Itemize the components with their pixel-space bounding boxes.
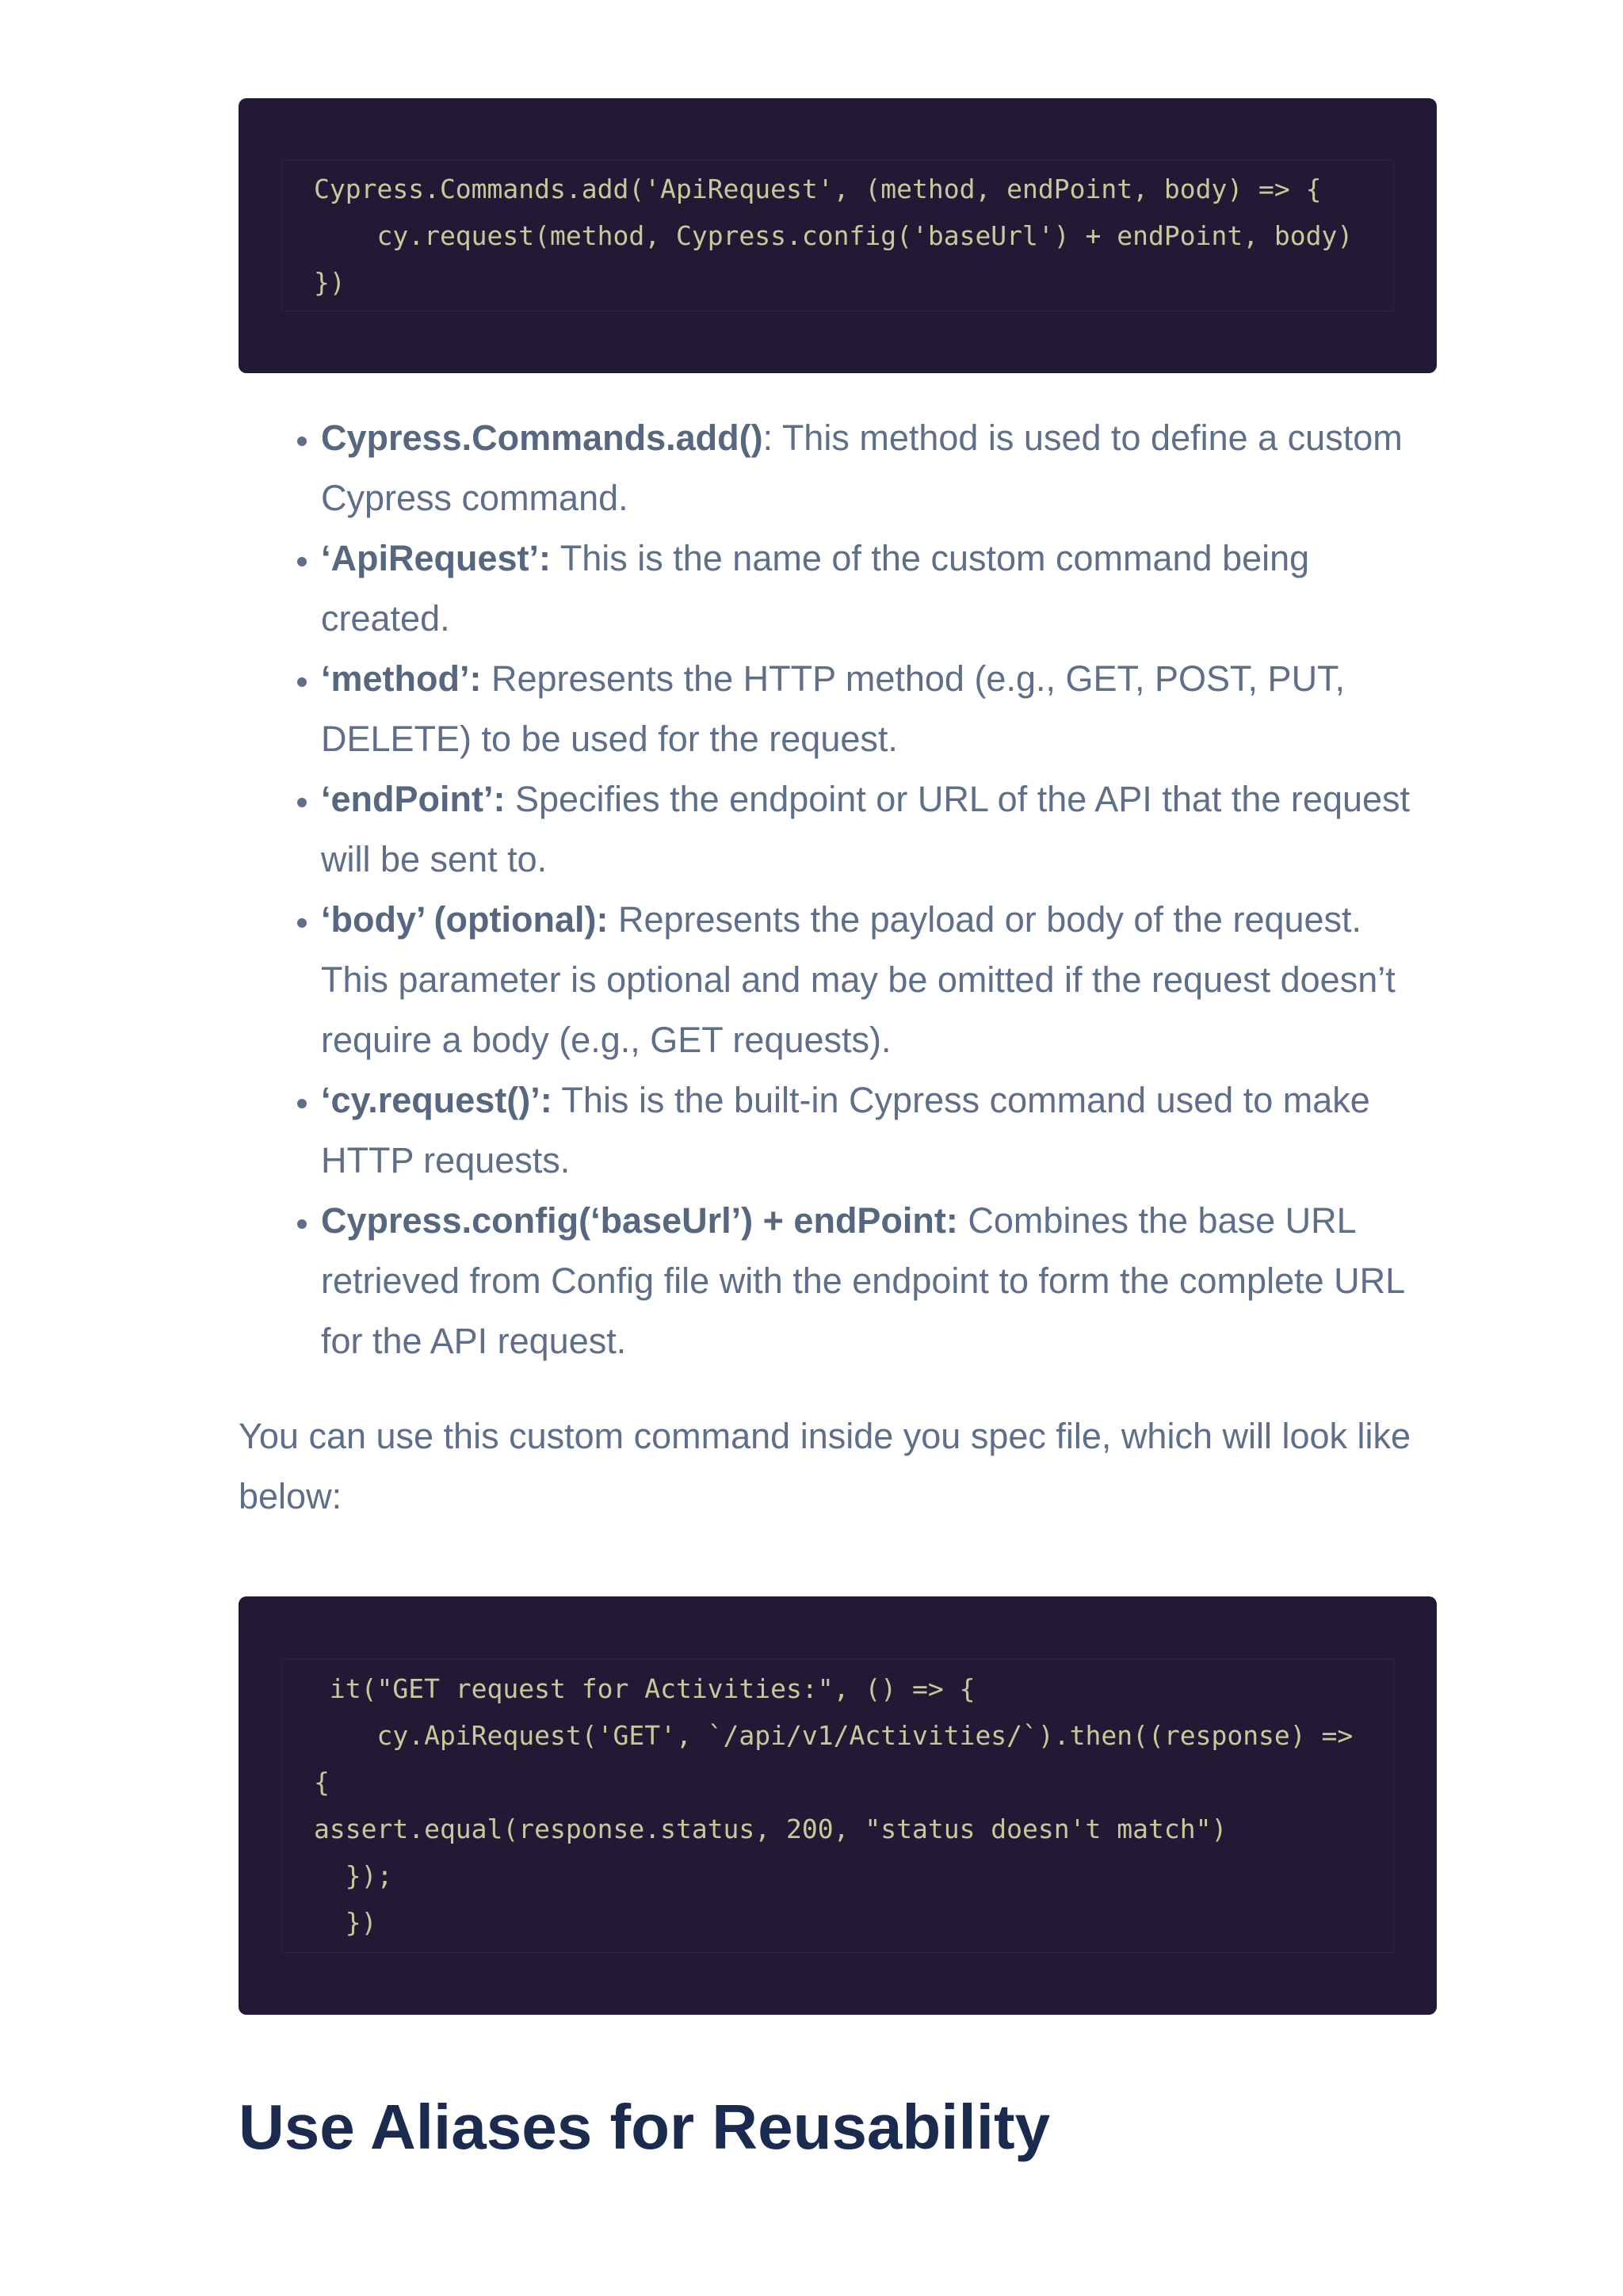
code-line: cy.ApiRequest('GET', `/api/v1/Activities/`).then((response) => xyxy=(314,1720,1354,1751)
code-container xyxy=(281,1658,1394,1953)
section-heading: Use Aliases for Reusability xyxy=(239,2092,1051,2162)
code-line: }) xyxy=(314,1907,377,1938)
list-item-description: : This method is used to define a custom Cypress command. xyxy=(321,418,1403,518)
list-item xyxy=(321,769,1437,890)
list-item xyxy=(321,1070,1437,1191)
list-item-description: This is the name of the custom command being created. xyxy=(321,538,1310,639)
code-line: assert.equal(response.status, 200, "status doesn't match") xyxy=(314,1814,1228,1844)
code-block-spec-usage xyxy=(239,1596,1437,2015)
article-content xyxy=(239,98,1437,2167)
list-item xyxy=(321,890,1437,1070)
code-block-custom-command xyxy=(239,98,1437,373)
code-line: { xyxy=(314,1767,330,1798)
code-line: }) xyxy=(314,267,346,298)
list-item-description: Combines the base URL retrieved from Config file with the endpoint to form the complete URL for the API request. xyxy=(321,1200,1404,1361)
list-item-term: Cypress.Commands.add() xyxy=(321,418,763,458)
list-item-term: ‘endPoint’: xyxy=(321,779,506,819)
list-item-description: This is the built-in Cypress command used to make HTTP requests. xyxy=(321,1080,1370,1180)
code-line: cy.request(method, Cypress.config('baseUrl') + endPoint, body) xyxy=(314,220,1354,251)
list-item xyxy=(321,1191,1437,1371)
code-line: Cypress.Commands.add('ApiRequest', (method, endPoint, body) => { xyxy=(314,174,1322,204)
list-item xyxy=(321,408,1437,528)
code-container xyxy=(281,160,1394,311)
list-item xyxy=(321,649,1437,769)
list-item-term: ‘body’ (optional): xyxy=(321,899,609,940)
list-item-term: Cypress.config(‘baseUrl’) + endPoint: xyxy=(321,1200,958,1241)
list-item-term: ‘ApiRequest’: xyxy=(321,538,552,578)
list-item-term: ‘method’: xyxy=(321,658,482,699)
code-snippet xyxy=(314,1665,1393,1946)
code-line: it("GET request for Activities:", () => { xyxy=(314,1673,976,1704)
list-item-description: Specifies the endpoint or URL of the API that the request will be sent to. xyxy=(321,779,1411,879)
body-paragraph: You can use this custom command inside you spec file, which will look like below: xyxy=(239,1416,1411,1516)
list-item-description: Represents the HTTP method (e.g., GET, POST, PUT, DELETE) to be used for the request. xyxy=(321,658,1346,759)
list-item-description: Represents the payload or body of the request. This parameter is optional and may be omitted if the request doesn’t require a body (e.g., GET requests). xyxy=(321,899,1396,1060)
parameter-list xyxy=(239,408,1437,1371)
list-item-term: ‘cy.request()’: xyxy=(321,1080,552,1120)
code-line: }); xyxy=(314,1860,393,1891)
code-snippet xyxy=(314,166,1393,306)
list-item xyxy=(321,528,1437,649)
